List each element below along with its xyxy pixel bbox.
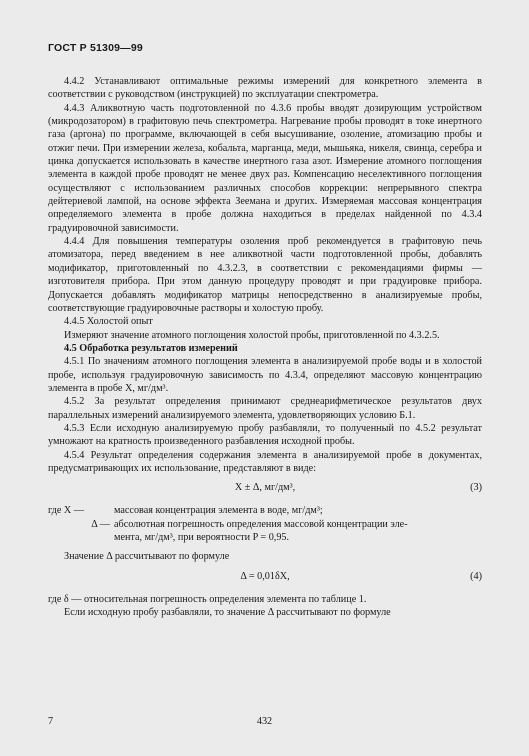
document-header: ГОСТ Р 51309—99 <box>48 42 143 54</box>
page-number-center: 432 <box>256 716 273 727</box>
formula-4-number: (4) <box>470 570 482 582</box>
legend-row-delta <box>48 518 482 531</box>
delta-intro: Значение Δ рассчитывают по формуле <box>64 551 230 563</box>
formula-4 <box>48 570 482 586</box>
paragraph-4-4-5-body: Измеряют значение атомного поглощения холостой пробы, приготовленной по 4.3.2.5. <box>64 329 440 341</box>
page-number-left: 7 <box>48 716 54 727</box>
paragraph-4-5-4: 4.5.4 Результат определения содержания элемента в анализируемой пробе в документах, предусматривающих их использование, представляют в виде: <box>48 449 482 474</box>
last-line: Если исходную пробу разбавляли, то значение Δ рассчитывают по формуле <box>64 607 391 619</box>
legend-row-x <box>48 504 482 517</box>
paragraph-4-5-3: 4.5.3 Если исходную анализируемую пробу разбавляли, то полученный по 4.5.2 результат умножают на кратность произведенного разбавления исходной пробы. <box>48 422 482 448</box>
formula-3-expression: X ± Δ, мг/дм³, <box>234 482 296 494</box>
formula-4-expression: Δ = 0,01δX, <box>240 570 290 582</box>
paragraph-4-5-2: 4.5.2 За результат определения принимают среднеарифметическое результатов двух параллельных измерений анализируемого элемента, удовлетворяющих условию Б.1. <box>48 396 482 421</box>
legend-text-delta: абсолютная погрешность определения массовой концентрации эле- <box>114 518 408 530</box>
paragraph-4-4-5-title: 4.4.5 Холостой опыт <box>64 316 153 328</box>
legend-symbol-x: где X — <box>48 505 85 517</box>
formula-4-explanation: где δ — относительная погрешность определения элемента по таблице 1. <box>48 593 367 605</box>
formula-3-number: (3) <box>470 482 482 494</box>
legend-text-delta-cont: мента, мг/дм³, при вероятности P = 0,95. <box>114 532 290 543</box>
paragraph-4-4-2: 4.4.2 Устанавливают оптимальные режимы измерений для конкретного элемента в соответствии с руководством (инструкцией) по эксплуатации спектрометра. <box>48 76 482 101</box>
paragraph-4-5-1: 4.5.1 По значениям атомного поглощения элемента в анализируемой пробе воды и в холостой пробе, используя градуировочную зависимость по 4.3.4, определяют массовую концентрацию элемента в пробе X, мг/дм³. <box>48 356 482 394</box>
paragraph-4-4-3: 4.4.3 Аликвотную часть подготовленной по 4.3.6 пробы вводят дозирующим устройством (микродозатором) в графитовую печь спектрометра. Нагревание пробы проводят в токе инертного газа (аргона) по программе, включающей в себя высушивание, озоление, атомизацию пробы и отжиг печи. При измерении железа, кобальта, марганца, меди, мышьяка, никеля, свинца, серебра и цинка допускается использовать в качестве инертного газа азот. Измерение атомного поглощения элемента в каждой пробе проводят не менее двух раз. Компенсацию неселективного поглощения осуществляют с использованием различных способов коррекции: непрерывного спектра дейтериевой лампой, на основе эффекта Зеемана и других. Измеряемая массовая концентрация определяемого элемента в пробе должна находиться в пределах найденной по 4.3.4 градуировочной зависимости. <box>48 102 482 234</box>
formula-legend <box>48 504 482 544</box>
paragraph-4-4-4: 4.4.4 Для повышения температуры озоления проб рекомендуется в графитовую печь атомизатора, перед введением в нее аликвотной части подготовленной пробы, добавлять модификатор, приготовленный по 4.3.2.3, в соответствии с рекомендациями фирмы — изготовителя прибора. При этом данную процедуру проводят и при градуировке прибора. Допускается добавлять модификатор матрицы непосредственно в анализируемые пробы, соответствующие градуировочные растворы и холостую пробу. <box>48 236 482 314</box>
section-4-5-title: 4.5 Обработка результатов измерений <box>64 342 238 354</box>
formula-3 <box>48 481 482 497</box>
legend-text-x: массовая концентрация элемента в воде, мг/дм³; <box>114 505 323 517</box>
legend-symbol-delta: Δ — <box>91 518 110 530</box>
document-body <box>48 75 482 619</box>
